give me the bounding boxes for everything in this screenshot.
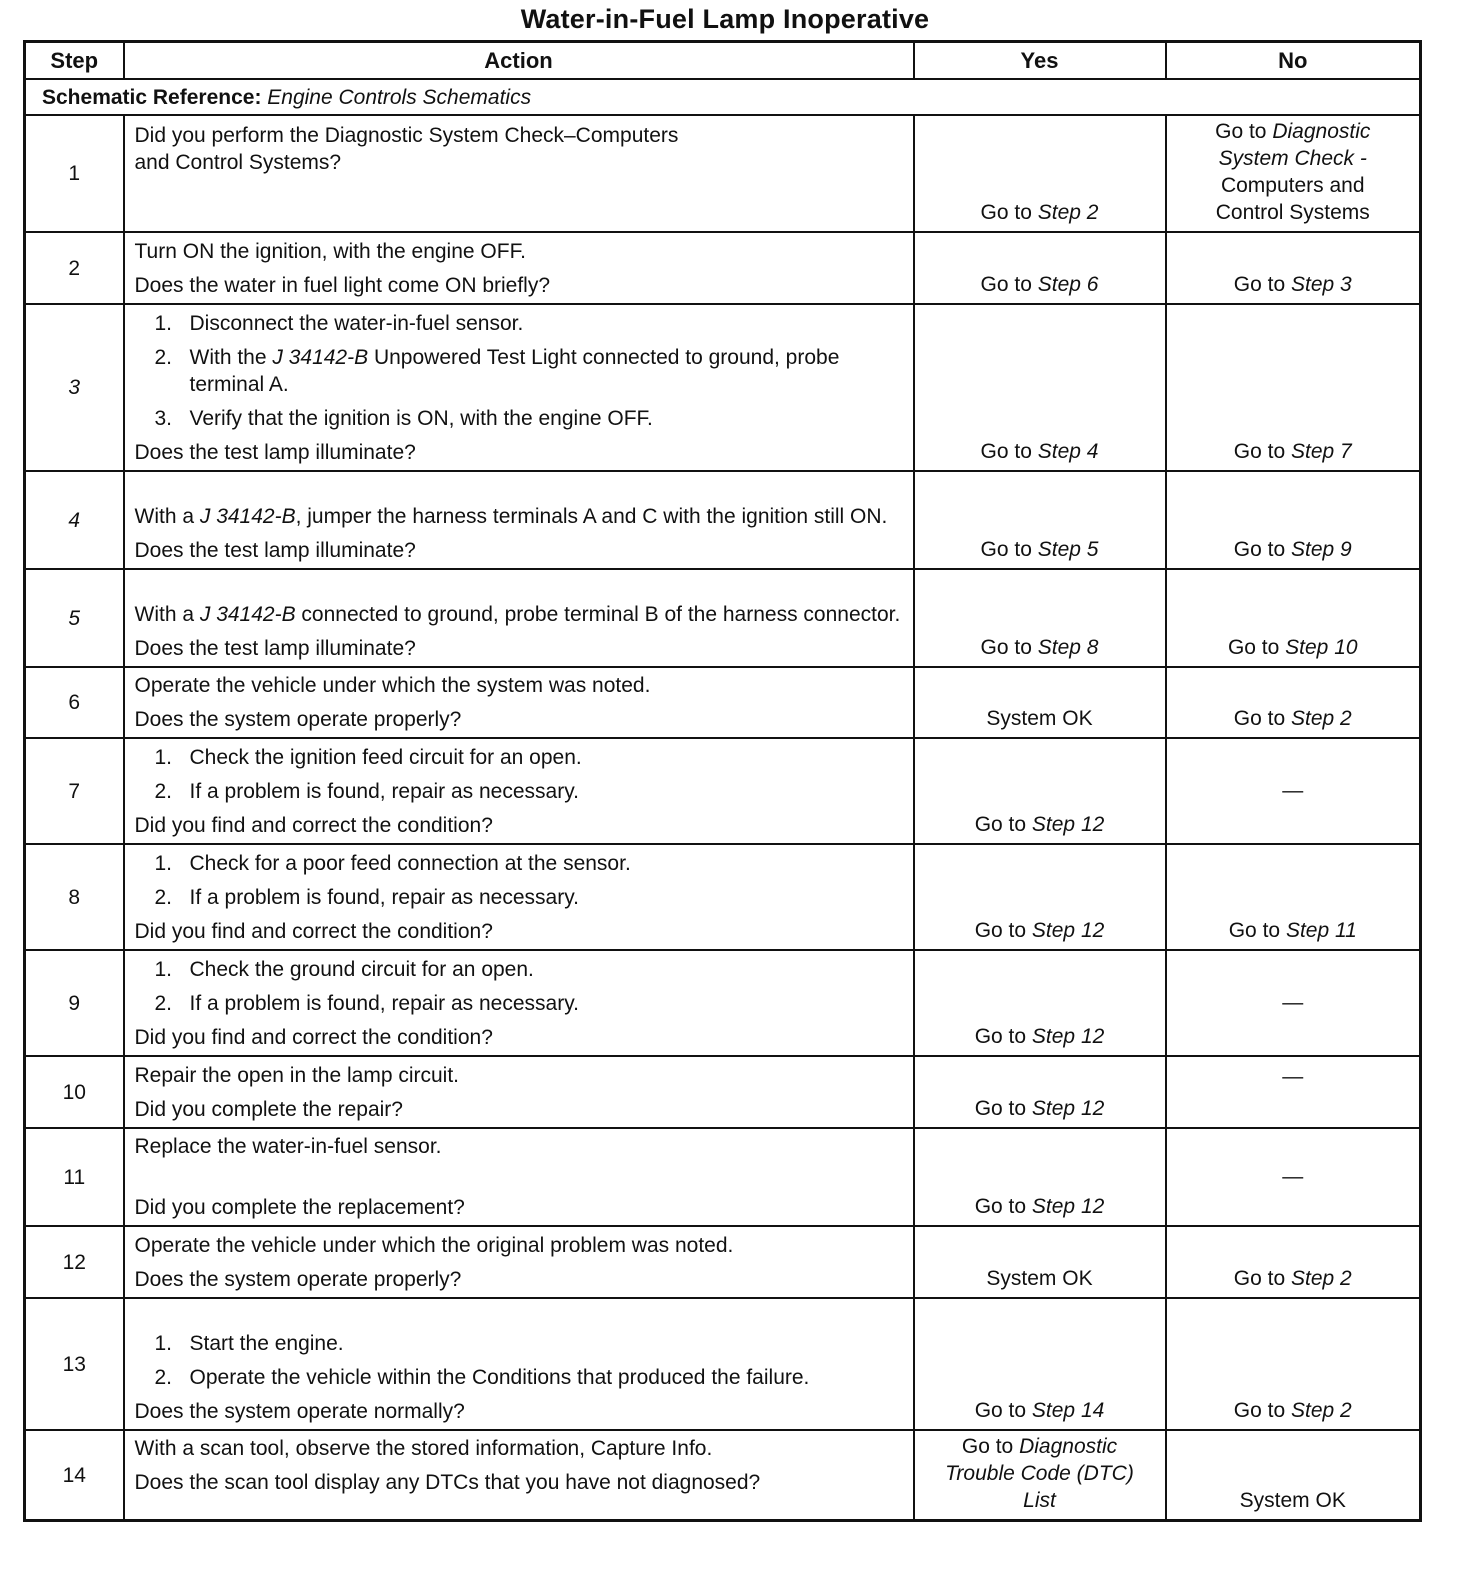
go-to-text: Go to: [980, 538, 1032, 561]
header-action: Action: [124, 42, 914, 80]
step-link[interactable]: Step 5: [1037, 538, 1099, 561]
action-cell: [124, 738, 914, 844]
action-question: Does the system operate properly?: [134, 708, 462, 731]
step-link[interactable]: Step 4: [1037, 440, 1099, 463]
action-question: Does the test lamp illuminate?: [134, 539, 416, 562]
yes-cell: [914, 738, 1166, 844]
action-text: With a scan tool, observe the stored information, Capture Info.: [134, 1437, 713, 1460]
step-number: 8: [25, 844, 124, 950]
action-cell: [124, 569, 914, 667]
no-cell: [1166, 232, 1421, 304]
yes-cell: [914, 950, 1166, 1056]
go-to-text: Go to: [1233, 1399, 1286, 1422]
yes-cell: [914, 1298, 1166, 1430]
step-link[interactable]: Step 12: [1031, 1025, 1105, 1048]
step-link[interactable]: Step 9: [1291, 538, 1352, 561]
no-text: Control Systems: [1215, 201, 1370, 224]
go-to-text: Go to: [1233, 1267, 1286, 1290]
yes-cell: [914, 1430, 1166, 1521]
go-to-text: Go to: [974, 1025, 1027, 1048]
action-cell: [124, 471, 914, 569]
table-row: [25, 115, 1421, 232]
step-number: 4: [25, 471, 124, 569]
action-text: With a J 34142-B connected to ground, probe terminal B of the harness connector.: [134, 603, 901, 626]
table-row: [25, 304, 1421, 471]
yes-cell: [914, 569, 1166, 667]
step-link[interactable]: Step 7: [1291, 440, 1352, 463]
dtc-list-link[interactable]: Diagnostic: [1019, 1435, 1118, 1458]
step-number: 9: [25, 950, 124, 1056]
step-link[interactable]: Step 2: [1291, 1399, 1352, 1422]
action-cell: [124, 1128, 914, 1226]
step-link[interactable]: Step 12: [1031, 1097, 1105, 1120]
action-cell: [124, 667, 914, 738]
table-row: [25, 1226, 1421, 1298]
step-number: 14: [25, 1430, 124, 1521]
list-item: 2. If a problem is found, repair as necessary.: [154, 886, 579, 909]
yes-cell: [914, 304, 1166, 471]
schematic-reference: [25, 79, 1421, 115]
list-item: 2. If a problem is found, repair as necessary.: [154, 780, 579, 803]
yes-cell: System OK: [914, 667, 1166, 738]
no-cell: —: [1166, 1128, 1421, 1226]
table-row: [25, 1298, 1421, 1430]
action-question: Did you complete the repair?: [134, 1098, 403, 1121]
step-number: 12: [25, 1226, 124, 1298]
header-yes: Yes: [914, 42, 1166, 80]
list-item: 2. Operate the vehicle within the Conditions that produced the failure.: [154, 1366, 810, 1389]
action-text: With a J 34142-B, jumper the harness terminals A and C with the ignition still ON.: [134, 505, 888, 528]
list-item: 2. With the J 34142-B Unpowered Test Light connected to ground, probe terminal A.: [154, 346, 840, 396]
yes-cell: [914, 844, 1166, 950]
go-to-text: Go to: [1233, 440, 1286, 463]
schematic-link[interactable]: Engine Controls Schematics: [267, 85, 532, 109]
step-link[interactable]: Step 3: [1291, 273, 1352, 296]
header-row: [25, 42, 1421, 80]
tool-link[interactable]: J 34142-B: [272, 346, 369, 369]
list-item: 2. If a problem is found, repair as necessary.: [154, 992, 579, 1015]
action-cell: [124, 232, 914, 304]
step-link[interactable]: Step 8: [1037, 636, 1099, 659]
action-question: Does the test lamp illuminate?: [134, 637, 416, 660]
no-cell: [1166, 844, 1421, 950]
table-row: [25, 1430, 1421, 1521]
step-link[interactable]: Step 12: [1031, 813, 1105, 836]
table-row: [25, 471, 1421, 569]
go-to-text: Go to: [980, 201, 1032, 224]
action-cell: [124, 1430, 914, 1521]
step-number: 13: [25, 1298, 124, 1430]
go-to-text: Go to: [980, 636, 1032, 659]
step-number: 1: [25, 115, 124, 232]
action-text: and Control Systems?: [134, 151, 342, 174]
action-text: Repair the open in the lamp circuit.: [134, 1064, 460, 1087]
no-cell: —: [1166, 950, 1421, 1056]
step-link[interactable]: Step 12: [1031, 1195, 1105, 1218]
yes-cell: [914, 471, 1166, 569]
table-row: [25, 569, 1421, 667]
action-question: Did you find and correct the condition?: [134, 920, 493, 943]
step-link[interactable]: Step 2: [1291, 1267, 1352, 1290]
table-row: [25, 950, 1421, 1056]
schematic-row: [25, 79, 1421, 115]
no-cell: [1166, 471, 1421, 569]
no-cell: [1166, 115, 1421, 232]
action-cell: [124, 844, 914, 950]
no-cell: [1166, 304, 1421, 471]
diagnostic-table: [23, 40, 1422, 1522]
action-text: Did you perform the Diagnostic System Check–Computers: [134, 124, 679, 147]
table-row: [25, 844, 1421, 950]
action-text: Operate the vehicle under which the system was noted.: [134, 674, 651, 697]
diagnostic-link[interactable]: Diagnostic: [1272, 120, 1371, 143]
no-cell: —: [1166, 738, 1421, 844]
go-to-text: Go to: [980, 440, 1032, 463]
step-number: 11: [25, 1128, 124, 1226]
action-question: Did you find and correct the condition?: [134, 814, 493, 837]
yes-cell: [914, 115, 1166, 232]
tool-link[interactable]: J 34142-B: [199, 505, 296, 528]
dtc-list-link[interactable]: List: [1023, 1489, 1056, 1512]
step-number: 5: [25, 569, 124, 667]
go-to-text: Go to: [974, 1195, 1027, 1218]
step-link[interactable]: Step 11: [1285, 919, 1357, 942]
no-cell: [1166, 569, 1421, 667]
tool-link[interactable]: J 34142-B: [199, 603, 296, 626]
page-title: Water-in-Fuel Lamp Inoperative: [520, 4, 930, 34]
go-to-text: Go to: [974, 813, 1027, 836]
action-question: Does the system operate normally?: [134, 1400, 465, 1423]
action-question: Does the system operate properly?: [134, 1268, 462, 1291]
action-text: Operate the vehicle under which the original problem was noted.: [134, 1234, 734, 1257]
go-to-text: Go to: [980, 273, 1032, 296]
step-link[interactable]: Step 14: [1031, 1399, 1105, 1422]
header-step: Step: [25, 42, 124, 80]
go-to-text: Go to: [1233, 707, 1286, 730]
action-question: Does the test lamp illuminate?: [134, 441, 416, 464]
action-cell: [124, 1226, 914, 1298]
no-cell: [1166, 1226, 1421, 1298]
go-to-text: Go to: [961, 1435, 1014, 1458]
action-cell: [124, 1056, 914, 1128]
action-cell: [124, 304, 914, 471]
header-no: No: [1166, 42, 1421, 80]
step-link[interactable]: Step 2: [1037, 201, 1099, 224]
action-cell: [124, 115, 914, 232]
step-number: 6: [25, 667, 124, 738]
step-number: 10: [25, 1056, 124, 1128]
step-link[interactable]: Step 2: [1291, 707, 1352, 730]
diagnostic-link[interactable]: System Check -: [1218, 147, 1367, 170]
go-to-text: Go to: [1228, 919, 1281, 942]
go-to-text: Go to: [974, 1399, 1027, 1422]
step-link[interactable]: Step 12: [1031, 919, 1105, 942]
no-cell: —: [1166, 1056, 1421, 1128]
table-row: [25, 667, 1421, 738]
list-item: 1. Disconnect the water-in-fuel sensor.: [154, 312, 524, 335]
no-text: Computers and: [1220, 174, 1365, 197]
go-to-text: Go to: [1233, 538, 1286, 561]
schematic-label: Schematic Reference:: [42, 85, 262, 109]
action-text: Replace the water-in-fuel sensor.: [134, 1135, 442, 1158]
no-cell: [1166, 667, 1421, 738]
list-item: 1. Start the engine.: [154, 1332, 344, 1355]
list-item: 1. Check for a poor feed connection at the sensor.: [154, 852, 631, 875]
table-row: [25, 232, 1421, 304]
yes-cell: [914, 232, 1166, 304]
step-number: 3: [25, 304, 124, 471]
action-question: Does the scan tool display any DTCs that you have not diagnosed?: [134, 1471, 761, 1494]
go-to-text: Go to: [1233, 273, 1286, 296]
list-item: 1. Check the ignition feed circuit for an open.: [154, 746, 582, 769]
action-question: Does the water in fuel light come ON briefly?: [134, 274, 551, 297]
step-link[interactable]: Step 10: [1285, 636, 1358, 659]
table-row: [25, 1056, 1421, 1128]
go-to-text: Go to: [1227, 636, 1280, 659]
action-cell: [124, 1298, 914, 1430]
step-number: 7: [25, 738, 124, 844]
yes-cell: [914, 1128, 1166, 1226]
no-cell: [1166, 1298, 1421, 1430]
step-number: 2: [25, 232, 124, 304]
step-link[interactable]: Step 6: [1037, 273, 1099, 296]
action-cell: [124, 950, 914, 1056]
action-question: Did you complete the replacement?: [134, 1196, 465, 1219]
no-cell: System OK: [1166, 1430, 1421, 1521]
dtc-list-link[interactable]: Trouble Code (DTC): [945, 1462, 1134, 1485]
list-item: 3. Verify that the ignition is ON, with the engine OFF.: [154, 407, 653, 430]
action-question: Did you find and correct the condition?: [134, 1026, 493, 1049]
yes-cell: [914, 1056, 1166, 1128]
list-item: 1. Check the ground circuit for an open.: [154, 958, 534, 981]
action-text: Turn ON the ignition, with the engine OFF.: [134, 240, 526, 263]
go-to-text: Go to: [1215, 120, 1267, 143]
table-row: [25, 738, 1421, 844]
go-to-text: Go to: [974, 919, 1027, 942]
table-row: [25, 1128, 1421, 1226]
yes-cell: System OK: [914, 1226, 1166, 1298]
go-to-text: Go to: [974, 1097, 1027, 1120]
